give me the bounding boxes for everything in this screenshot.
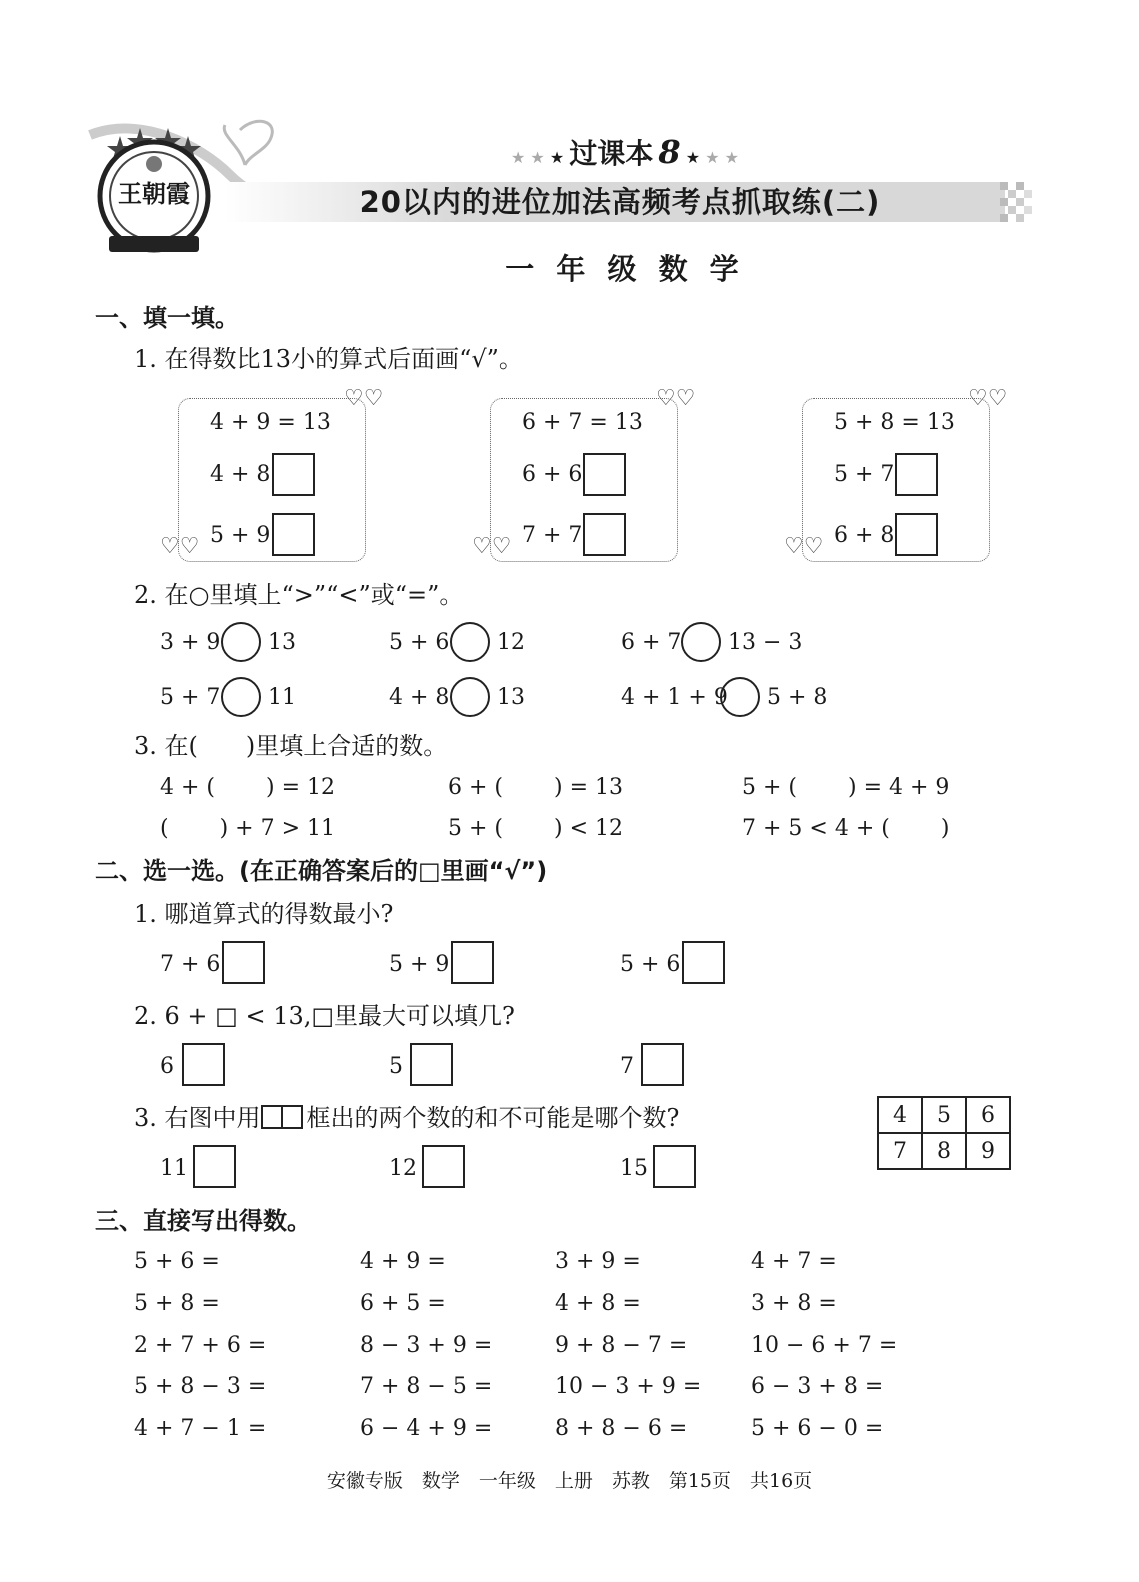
check-box[interactable] xyxy=(193,1145,236,1188)
grid-cell: 9 xyxy=(966,1133,1010,1169)
grid-cell: 4 xyxy=(878,1097,922,1133)
math-item[interactable]: 6 − 3 + 8 = xyxy=(751,1374,884,1399)
math-item[interactable]: 6 − 4 + 9 = xyxy=(360,1416,493,1441)
grid-cell: 7 xyxy=(878,1133,922,1169)
answer-box[interactable] xyxy=(895,453,938,496)
hearts-icon: ♡♡ xyxy=(656,386,696,411)
hearts-icon: ♡♡ xyxy=(784,534,824,559)
math-item[interactable]: 5 + 8 = xyxy=(134,1291,220,1316)
series-label: ★ ★ ★ 过课本 8 ★ ★ ★ xyxy=(511,133,739,171)
math-item[interactable]: 4 + 7 − 1 = xyxy=(134,1416,267,1441)
check-box[interactable] xyxy=(682,941,725,984)
option-label: 15 xyxy=(620,1156,648,1181)
reference-equation: 4 + 9 = 13 xyxy=(210,410,331,435)
option-label: 12 xyxy=(389,1156,417,1181)
fill-blank[interactable]: 6 + ( ) = 13 xyxy=(448,775,623,800)
star-icon: ★ ★ xyxy=(511,148,545,167)
compare-circle[interactable] xyxy=(221,677,261,717)
compare-circle[interactable] xyxy=(221,622,261,662)
option-label: 5 + 6 xyxy=(620,952,681,977)
section2-heading: 二、选一选。(在正确答案后的□里画“√”) xyxy=(95,857,548,885)
math-item[interactable]: 3 + 9 = xyxy=(555,1249,641,1274)
math-item[interactable]: 5 + 6 = xyxy=(134,1249,220,1274)
math-item[interactable]: 5 + 6 − 0 = xyxy=(751,1416,884,1441)
math-item[interactable]: 4 + 8 = xyxy=(555,1291,641,1316)
math-item[interactable]: 8 + 8 − 6 = xyxy=(555,1416,688,1441)
s1-q3-prompt: 3. 在( )里填上合适的数。 xyxy=(134,732,448,760)
grid-cell: 6 xyxy=(966,1097,1010,1133)
compare-circle[interactable] xyxy=(450,677,490,717)
compare-right: 12 xyxy=(497,630,525,655)
fill-blank[interactable]: 4 + ( ) = 12 xyxy=(160,775,335,800)
compare-circle[interactable] xyxy=(681,622,721,662)
answer-box[interactable] xyxy=(583,453,626,496)
compare-right: 11 xyxy=(268,685,296,710)
compare-left: 3 + 9 xyxy=(160,630,221,655)
option-label: 11 xyxy=(160,1156,188,1181)
double-box-icon xyxy=(261,1105,307,1129)
check-box[interactable] xyxy=(451,941,494,984)
hearts-icon: ♡♡ xyxy=(472,534,512,559)
compare-left: 5 + 7 xyxy=(160,685,221,710)
answer-box[interactable] xyxy=(895,513,938,556)
expression: 5 + 9 xyxy=(210,523,271,548)
math-item[interactable]: 4 + 7 = xyxy=(751,1249,837,1274)
compare-left: 6 + 7 xyxy=(621,630,682,655)
fill-blank[interactable]: 7 + 5 < 4 + ( ) xyxy=(742,816,950,841)
star-icon: ★ ★ xyxy=(705,148,739,167)
grid-cell: 5 xyxy=(922,1097,966,1133)
star-icon: ★ xyxy=(685,148,701,167)
section1-heading: 一、填一填。 xyxy=(95,304,239,332)
logo-text: 王朝霞 xyxy=(118,179,190,208)
math-item[interactable]: 9 + 8 − 7 = xyxy=(555,1333,688,1358)
s1-q2-prompt: 2. 在○里填上“>”“<”或“=”。 xyxy=(134,581,464,609)
math-item[interactable]: 7 + 8 − 5 = xyxy=(360,1374,493,1399)
option-label: 7 xyxy=(620,1054,634,1079)
answer-box[interactable] xyxy=(272,513,315,556)
compare-left: 4 + 1 + 9 xyxy=(621,685,728,710)
expression: 6 + 6 xyxy=(522,462,583,487)
page-subtitle: 一 年 级 数 学 xyxy=(505,252,745,286)
math-item[interactable]: 10 − 6 + 7 = xyxy=(751,1333,898,1358)
s2-q2-prompt: 2. 6 + □ < 13,□里最大可以填几? xyxy=(134,1002,515,1030)
star-icon: ★ xyxy=(549,148,565,167)
compare-left: 4 + 8 xyxy=(389,685,450,710)
option-label: 6 xyxy=(160,1054,174,1079)
page-title: 20以内的进位加法高频考点抓取练(二) xyxy=(359,185,881,219)
compare-right: 13 − 3 xyxy=(728,630,803,655)
compare-right: 13 xyxy=(497,685,525,710)
check-box[interactable] xyxy=(422,1145,465,1188)
check-box[interactable] xyxy=(410,1043,453,1086)
compare-circle[interactable] xyxy=(720,677,760,717)
hearts-icon: ♡♡ xyxy=(968,386,1008,411)
compare-left: 5 + 6 xyxy=(389,630,450,655)
compare-right: 5 + 8 xyxy=(767,685,828,710)
expression: 7 + 7 xyxy=(522,523,583,548)
expression: 4 + 8 xyxy=(210,462,271,487)
math-item[interactable]: 5 + 8 − 3 = xyxy=(134,1374,267,1399)
fill-blank[interactable]: 5 + ( ) = 4 + 9 xyxy=(742,775,950,800)
check-box[interactable] xyxy=(222,941,265,984)
expression: 6 + 8 xyxy=(834,523,895,548)
s1-q1-prompt: 1. 在得数比13小的算式后面画“√”。 xyxy=(134,345,523,373)
answer-box[interactable] xyxy=(272,453,315,496)
s2-q3-prompt: 3. 右图中用 框出的两个数的和不可能是哪个数? xyxy=(134,1104,680,1132)
compare-circle[interactable] xyxy=(450,622,490,662)
math-item[interactable]: 10 − 3 + 9 = xyxy=(555,1374,702,1399)
check-box[interactable] xyxy=(653,1145,696,1188)
math-item[interactable]: 6 + 5 = xyxy=(360,1291,446,1316)
math-item[interactable]: 2 + 7 + 6 = xyxy=(134,1333,267,1358)
s2-q1-prompt: 1. 哪道算式的得数最小? xyxy=(134,900,394,928)
number-grid xyxy=(877,1096,1011,1170)
fill-blank[interactable]: ( ) + 7 > 11 xyxy=(160,816,335,841)
hearts-icon: ♡♡ xyxy=(160,534,200,559)
check-box[interactable] xyxy=(641,1043,684,1086)
hearts-icon: ♡♡ xyxy=(344,386,384,411)
answer-box[interactable] xyxy=(583,513,626,556)
option-label: 5 + 9 xyxy=(389,952,450,977)
option-label: 7 + 6 xyxy=(160,952,221,977)
expression: 5 + 7 xyxy=(834,462,895,487)
page-footer: 安徽专版 数学 一年级 上册 苏教 第15页 共16页 xyxy=(326,1470,813,1492)
reference-equation: 5 + 8 = 13 xyxy=(834,410,955,435)
compare-right: 13 xyxy=(268,630,296,655)
fill-blank[interactable]: 5 + ( ) < 12 xyxy=(448,816,623,841)
brand-logo xyxy=(95,128,213,263)
reference-equation: 6 + 7 = 13 xyxy=(522,410,643,435)
grid-cell: 8 xyxy=(922,1133,966,1169)
option-label: 5 xyxy=(389,1054,403,1079)
section3-heading: 三、直接写出得数。 xyxy=(95,1207,311,1235)
math-item[interactable]: 8 − 3 + 9 = xyxy=(360,1333,493,1358)
math-item[interactable]: 4 + 9 = xyxy=(360,1249,446,1274)
check-box[interactable] xyxy=(182,1043,225,1086)
math-item[interactable]: 3 + 8 = xyxy=(751,1291,837,1316)
